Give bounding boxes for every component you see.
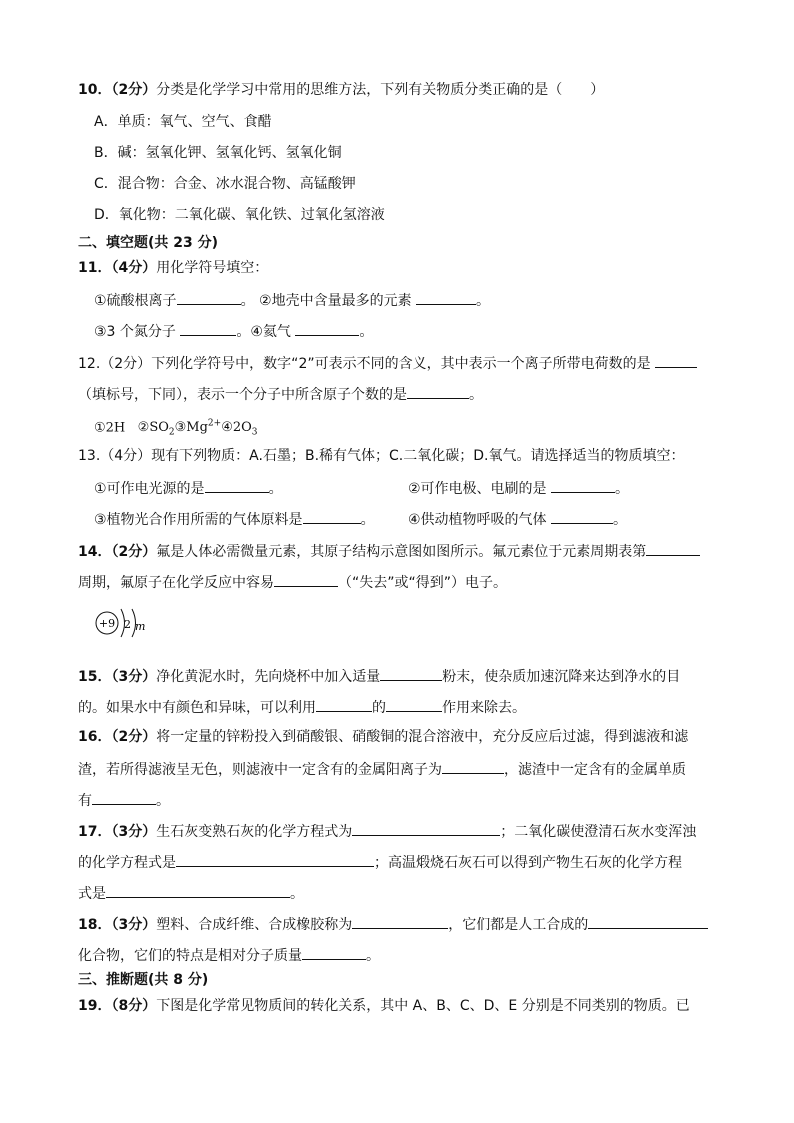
answer-blank[interactable] bbox=[588, 913, 708, 929]
q14-line-2: 周期，氟原子在化学反应中容易 （“失去”或“得到”）电子。 bbox=[78, 571, 507, 593]
answer-blank[interactable] bbox=[442, 758, 504, 774]
q11-stem: 用化学符号填空： bbox=[156, 260, 269, 276]
q18-score: （3分） bbox=[111, 917, 157, 933]
q19-number: 19． bbox=[78, 998, 112, 1014]
q13-score: （4分） bbox=[100, 448, 152, 464]
q16-score: （2分） bbox=[111, 729, 157, 745]
answer-blank[interactable] bbox=[302, 944, 366, 960]
q12-option-4: $④2O_3$ bbox=[221, 420, 258, 438]
q12-stem-2: （填标号，下同），表示一个分子中所含原子个数的是 bbox=[78, 387, 407, 403]
answer-blank[interactable] bbox=[106, 882, 290, 898]
answer-blank[interactable] bbox=[551, 477, 615, 493]
q11-end-1: 。 bbox=[476, 293, 491, 309]
q11-part-1: ①硫酸根离子 bbox=[94, 293, 177, 309]
answer-blank[interactable] bbox=[180, 320, 236, 336]
q12-option-2: $②SO_2$ bbox=[137, 420, 175, 438]
answer-blank[interactable] bbox=[176, 851, 374, 867]
q11-score: （4分） bbox=[111, 260, 157, 276]
answer-blank[interactable] bbox=[551, 508, 613, 524]
q12-option-3: $③Mg^{2+}$ bbox=[174, 419, 222, 436]
q14-line-1 bbox=[78, 540, 700, 562]
q12-end: 。 bbox=[469, 387, 483, 403]
q10-option-c: C．混合物：合金、冰水混合物、高锰酸钾 bbox=[94, 176, 356, 192]
q18-line-2: 化合物，它们的特点是相对分子质量 。 bbox=[78, 944, 380, 966]
q16-line-1: 16．（2分）将一定量的锌粉投入到硝酸银、硝酸铜的混合溶液中，充分反应后过滤，得到滤液和滤 bbox=[78, 729, 689, 745]
q10-number: 10． bbox=[78, 82, 112, 98]
answer-blank[interactable] bbox=[380, 665, 442, 681]
q13-item-d: ④供动植物呼吸的气体 。 bbox=[408, 508, 627, 530]
answer-blank[interactable] bbox=[274, 571, 338, 587]
q13-item-a: ①可作电光源的是 。 bbox=[94, 477, 283, 499]
q13-item-b: ②可作电极、电刷的是 。 bbox=[408, 477, 629, 499]
q12-line-2 bbox=[78, 383, 483, 405]
section-2-heading: 二、填空题(共 23 分) bbox=[78, 235, 219, 251]
q15-score: （3分） bbox=[111, 669, 157, 685]
q12-options bbox=[94, 414, 258, 443]
q14-score: （2分） bbox=[111, 544, 157, 560]
q10-stem: 分类是化学学习中常用的思维方法，下列有关物质分类正确的是（ ） bbox=[156, 82, 605, 98]
q11-part-4: 。④氦气 bbox=[236, 324, 291, 340]
q13-item-c: ③植物光合作用所需的气体原料是 。 bbox=[94, 508, 375, 530]
q11-row-2 bbox=[94, 320, 373, 342]
q13-line bbox=[78, 446, 684, 466]
q17-line-2: 的化学方程式是 ；高温煅烧石灰石可以得到产物生石灰的化学方程 bbox=[78, 851, 682, 873]
shell-1-electrons: 2 bbox=[124, 618, 131, 631]
q11-part-2: 。 ②地壳中含量最多的元素 bbox=[240, 293, 412, 309]
section-3-heading: 三、推断题(共 8 分) bbox=[78, 972, 209, 988]
q12-number: 12. bbox=[78, 356, 101, 372]
q17-score: （3分） bbox=[111, 824, 157, 840]
q13-stem: 现有下列物质：A.石墨；B.稀有气体；C.二氧化碳；D.氧气。请选择适当的物质填空： bbox=[151, 448, 685, 464]
q18-number: 18． bbox=[78, 917, 112, 933]
q12-score: （2分） bbox=[100, 356, 152, 372]
answer-blank[interactable] bbox=[303, 508, 361, 524]
answer-blank[interactable] bbox=[352, 913, 448, 929]
fluorine-atom-structure-diagram bbox=[90, 603, 150, 643]
q16-number: 16． bbox=[78, 729, 112, 745]
answer-blank[interactable] bbox=[177, 289, 241, 305]
q16-line-2: 渣，若所得滤液呈无色，则滤液中一定含有的金属阳离子为 ，滤渣中一定含有的金属单质 bbox=[78, 758, 686, 780]
answer-blank[interactable] bbox=[352, 820, 500, 836]
q19-line: 19．（8分）下图是化学常见物质间的转化关系，其中 A、B、C、D、E 分别是不同类别的物质。已 bbox=[78, 998, 690, 1014]
q13-number: 13. bbox=[78, 448, 101, 464]
q19-score: （8分） bbox=[111, 998, 157, 1014]
shell-2-electrons: m bbox=[135, 620, 146, 633]
q15-line-1: 15．（3分）净化黄泥水时，先向烧杯中加入适量 粉末，使杂质加速沉降来达到净水的目 bbox=[78, 665, 680, 687]
q11-part-3: ③3 个氮分子 bbox=[94, 324, 176, 340]
answer-blank[interactable] bbox=[205, 477, 269, 493]
q11-number: 11． bbox=[78, 260, 112, 276]
q17-number: 17． bbox=[78, 824, 112, 840]
q11-row-1 bbox=[94, 289, 490, 311]
q10-line bbox=[78, 80, 604, 100]
answer-blank[interactable] bbox=[655, 352, 697, 368]
q10-option-a: A．单质：氧气、空气、食醋 bbox=[94, 114, 272, 130]
q11-line bbox=[78, 258, 268, 278]
answer-blank[interactable] bbox=[416, 289, 476, 305]
q12-stem: 下列化学符号中，数字“2”可表示不同的含义，其中表示一个离子所带电荷数的是 bbox=[151, 356, 651, 372]
answer-blank[interactable] bbox=[407, 383, 469, 399]
q10-option-d: D．氧化物：二氧化碳、氧化铁、过氧化氢溶液 bbox=[94, 207, 385, 223]
answer-blank[interactable] bbox=[295, 320, 359, 336]
nucleus-charge: +9 bbox=[98, 617, 116, 630]
q15-line-2: 的。如果水中有颜色和异味，可以利用 的 作用来除去。 bbox=[78, 696, 526, 718]
q12-line-1 bbox=[78, 352, 697, 374]
q16-line-3: 有 。 bbox=[78, 789, 170, 811]
q14-number: 14． bbox=[78, 544, 112, 560]
answer-blank[interactable] bbox=[386, 696, 442, 712]
answer-blank[interactable] bbox=[646, 540, 700, 556]
q11-end-2: 。 bbox=[359, 324, 374, 340]
answer-blank[interactable] bbox=[316, 696, 372, 712]
q14-stem: 氟是人体必需微量元素，其原子结构示意图如图所示。氟元素位于元素周期表第 bbox=[156, 544, 647, 560]
answer-blank[interactable] bbox=[92, 789, 156, 805]
q15-number: 15． bbox=[78, 669, 112, 685]
q10-score: （2分） bbox=[111, 82, 157, 98]
q17-line-1: 17．（3分）生石灰变熟石灰的化学方程式为 ；二氧化碳使澄清石灰水变浑浊 bbox=[78, 820, 696, 842]
q17-line-3: 式是 。 bbox=[78, 882, 304, 904]
q18-line-1: 18．（3分）塑料、合成纤维、合成橡胶称为 ，它们都是人工合成的 bbox=[78, 913, 708, 935]
q12-option-1: ①2H bbox=[94, 420, 126, 436]
q10-option-b: B．碱：氢氧化钾、氢氧化钙、氢氧化铜 bbox=[94, 145, 342, 161]
